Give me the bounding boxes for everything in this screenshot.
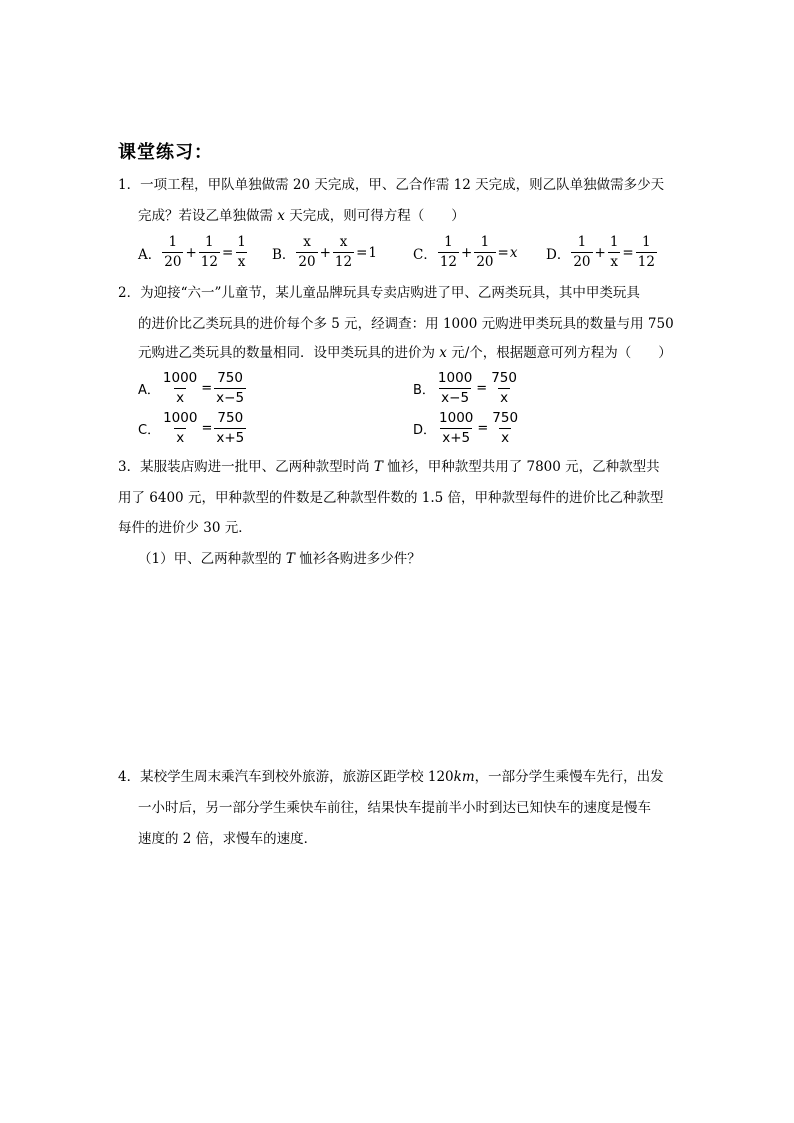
q1-option-d: D． $\frac{1}{20}$ + $\frac{1}{x}$ = $\frac{1}{12}$: [546, 234, 655, 270]
q4-line-3: 速度的 2 倍，求慢车的速度．: [138, 831, 318, 847]
q1-line-2: 完成？若设乙单独做需 x 天完成，则可得方程（ ）: [138, 208, 465, 224]
fraction: $\frac{1}{x}$: [609, 234, 619, 270]
fraction: $\frac{1000}{x-5}$: [437, 370, 473, 406]
q1-variable: x: [277, 208, 285, 224]
q1-line-1: 1．一项工程，甲队单独做需 20 天完成，甲、乙合作需 12 天完成，则乙队单独做需多少天: [118, 177, 665, 193]
fraction: $\frac{1}{12}$: [200, 234, 218, 270]
fraction: $\frac{1000}{x+5}$: [439, 410, 474, 446]
fraction: $\frac{1}{x}$: [237, 234, 246, 270]
fraction: $\frac{1}{20}$: [476, 234, 494, 270]
q3-subquestion-1: （1）甲、乙两种款型的 T 恤衫各购进多少件？: [138, 551, 421, 567]
q1-option-b: B． $\frac{x}{20}$ + $\frac{x}{12}$ = 1: [272, 234, 378, 270]
fraction: $\frac{750}{x+5}$: [216, 410, 245, 446]
q2-option-a: A． $\frac{1000}{x}$ = $\frac{750}{x-5}$: [138, 370, 245, 406]
fraction: $\frac{1}{20}$: [164, 234, 182, 270]
section-title: 课堂练习：: [118, 142, 213, 163]
q2-option-d: D． $\frac{1000}{x+5}$ = $\frac{750}{x}$: [413, 410, 519, 446]
q2-line-3: 元购进乙类玩具的数量相同．设甲类玩具的进价为 x 元/个，根据题意可列方程为（ ）: [138, 345, 672, 361]
q2-line-2: 的进价比乙类玩具的进价每个多 5 元，经调查：用 1000 元购进甲类玩具的数量与用 750: [138, 316, 674, 332]
fraction: $\frac{750}{x}$: [491, 370, 517, 406]
fraction: $\frac{x}{20}$: [298, 234, 316, 270]
fraction: $\frac{750}{x-5}$: [216, 370, 245, 406]
q3-line-2: 用了 6400 元，甲种款型的件数是乙种款型件数的 1.5 倍，甲种款型每件的进价比乙种款型: [118, 490, 664, 506]
q4-line-2: 一小时后，另一部分学生乘快车前往，结果快车提前半小时到达已知快车的速度是慢车: [138, 800, 651, 816]
q2-variable: x: [439, 345, 447, 361]
fraction: $\frac{1000}{x}$: [162, 370, 198, 406]
q1-option-c: C． $\frac{1}{12}$ + $\frac{1}{20}$ = x: [413, 234, 518, 270]
q2-option-c: C． $\frac{1000}{x}$ = $\frac{750}{x+5}$: [138, 410, 245, 446]
fraction: $\frac{1}{20}$: [573, 234, 591, 270]
fraction: $\frac{750}{x}$: [492, 410, 519, 446]
fraction: $\frac{x}{12}$: [334, 234, 353, 270]
q3-line-3: 每件的进价少 30 元．: [118, 520, 252, 536]
fraction: $\frac{1000}{x}$: [163, 410, 198, 446]
q4-line-1: 4．某校学生周末乘汽车到校外旅游，旅游区距学校 120km，一部分学生乘慢车先行，出发: [118, 769, 664, 785]
q3-line-1: 3．某服装店购进一批甲、乙两种款型时尚 T 恤衫，甲种款型共用了 7800 元，乙种款型共: [118, 459, 660, 475]
fraction: $\frac{1}{12}$: [439, 234, 458, 270]
q3-variable: T: [373, 459, 383, 475]
fraction: $\frac{1}{12}$: [637, 234, 655, 270]
q2-line-1: 2．为迎接“六一”儿童节，某儿童品牌玩具专卖店购进了甲、乙两类玩具，其中甲类玩具: [118, 285, 640, 301]
q1-option-a: A． $\frac{1}{20}$ + $\frac{1}{12}$ = $\frac{1}{x}$: [138, 234, 246, 270]
q2-option-b: B． $\frac{1000}{x-5}$ = $\frac{750}{x}$: [413, 370, 517, 406]
q4-unit: km: [453, 769, 475, 785]
